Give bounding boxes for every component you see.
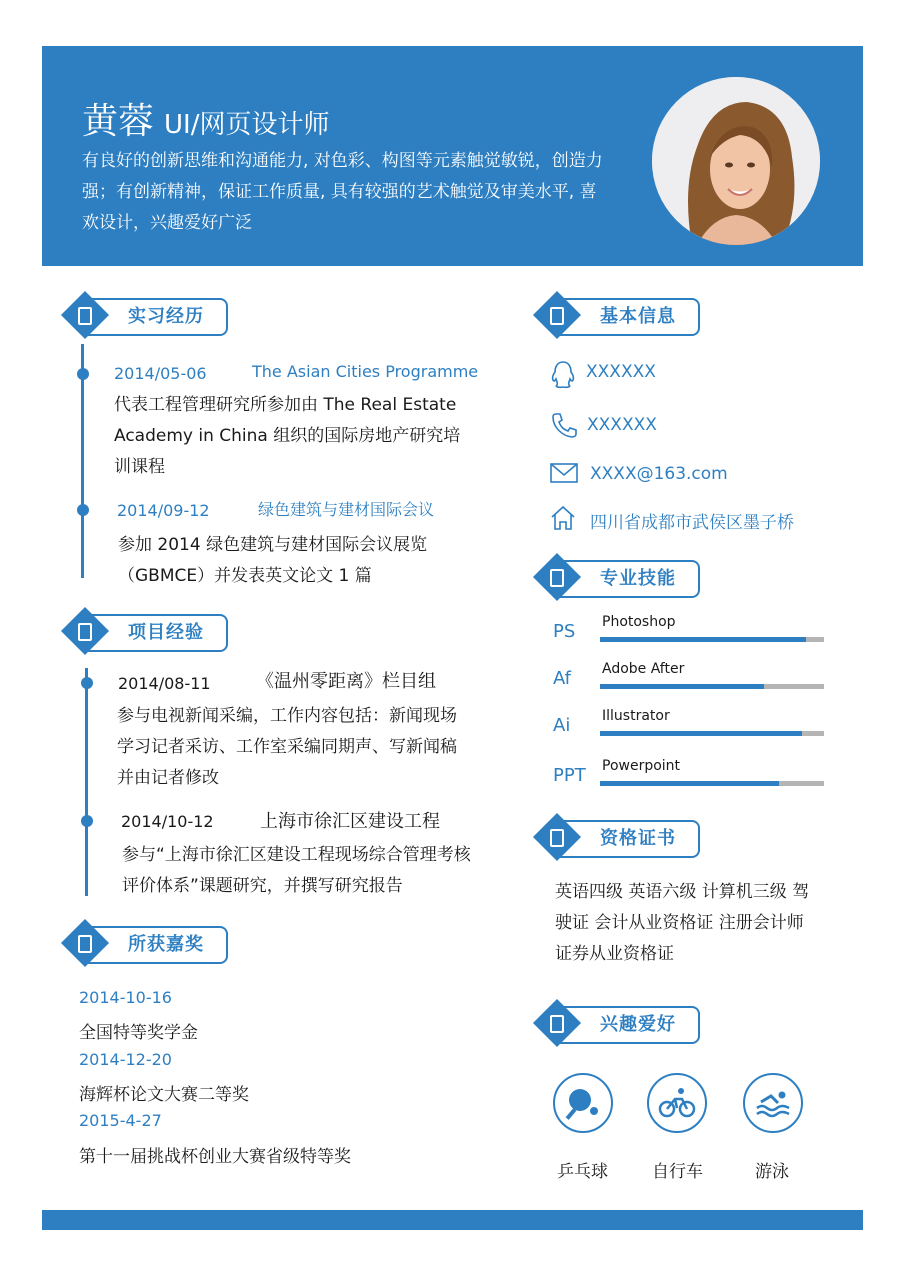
mail-icon — [549, 462, 579, 488]
footer-bar — [42, 1210, 863, 1230]
section-internship — [62, 296, 230, 336]
entry-desc: 参加 2014 绿色建筑与建材国际会议展览（GBMCE）并发表英文论文 1 篇 — [118, 535, 428, 586]
qq-icon — [549, 360, 577, 394]
section-title: 项目经验 — [128, 622, 204, 643]
entry-desc: 参与“上海市徐汇区建设工程现场综合管理考核评价体系”课题研究，并撰写研究报告 — [122, 845, 471, 896]
timeline-line — [85, 668, 88, 896]
entry-date: 2014/08-11 — [118, 674, 211, 693]
section-certificates — [534, 818, 702, 858]
section-title: 兴趣爱好 — [600, 1014, 676, 1035]
skill-abbr: PPT — [553, 765, 586, 786]
skill-bar-track — [600, 781, 824, 786]
home-icon — [549, 504, 577, 536]
timeline-dot — [77, 504, 89, 516]
hobby-label: 游泳 — [755, 1162, 789, 1182]
self-introduction: 有良好的创新思维和沟通能力, 对色彩、构图等元素触觉敏锐，创造力强；有创新精神，保证工作质量, 具有较强的艺术触觉及审美水平, 喜欢设计，兴趣爱好广泛 — [82, 151, 603, 233]
email-value: XXXX@163.com — [590, 464, 728, 484]
section-title: 实习经历 — [128, 306, 204, 327]
section-icon — [78, 935, 92, 953]
skill-bar-fill — [600, 684, 764, 689]
phone-value: XXXXXX — [587, 415, 657, 435]
skill-bar-track — [600, 731, 824, 736]
qq-value: XXXXXX — [586, 362, 656, 382]
hobby-label: 自行车 — [652, 1162, 703, 1182]
section-title: 专业技能 — [600, 568, 676, 589]
award-date: 2014-10-16 — [79, 988, 172, 1007]
section-icon — [78, 307, 92, 325]
section-awards — [62, 924, 230, 964]
section-skills — [534, 558, 702, 598]
skill-abbr: Ai — [553, 715, 571, 736]
section-hobbies — [534, 1004, 702, 1044]
skill-bar-fill — [600, 781, 779, 786]
profile-photo — [652, 77, 820, 245]
entry-date: 2014/09-12 — [117, 501, 210, 520]
entry-date: 2014/05-06 — [114, 364, 207, 383]
job-title: UI/网页设计师 — [164, 110, 330, 140]
skill-name: Photoshop — [602, 614, 676, 630]
entry-desc: 参与电视新闻采编，工作内容包括：新闻现场学习记者采访、工作室采编同期声、写新闻稿并由记者修改 — [117, 706, 457, 788]
section-title: 所获嘉奖 — [128, 934, 204, 955]
skill-bar-track — [600, 637, 824, 642]
phone-icon — [550, 411, 578, 443]
swimming-icon — [743, 1073, 803, 1133]
timeline-dot — [77, 368, 89, 380]
skill-bar-fill — [600, 637, 806, 642]
section-title: 基本信息 — [600, 306, 676, 327]
skill-name: Adobe After — [602, 661, 685, 677]
timeline-dot — [81, 815, 93, 827]
certificate-list: 英语四级 英语六级 计算机三级 驾驶证 会计从业资格证 注册会计师 证券从业资格证 — [555, 882, 810, 964]
entry-org: 《温州零距离》栏目组 — [256, 671, 436, 692]
award-date: 2015-4-27 — [79, 1111, 162, 1130]
entry-org: The Asian Cities Programme — [252, 362, 479, 381]
section-icon — [550, 829, 564, 847]
award-name: 第十一届挑战杯创业大赛省级特等奖 — [79, 1147, 351, 1167]
name-title — [82, 100, 329, 147]
hobby-label: 乒乓球 — [557, 1162, 608, 1182]
award-name: 全国特等奖学金 — [79, 1023, 198, 1043]
entry-org: 上海市徐汇区建设工程 — [260, 811, 440, 832]
section-icon — [550, 307, 564, 325]
section-title: 资格证书 — [600, 828, 676, 849]
address-value: 四川省成都市武侯区墨子桥 — [590, 513, 794, 533]
bicycle-icon — [647, 1073, 707, 1133]
section-icon — [550, 1015, 564, 1033]
section-basic-info — [534, 296, 702, 336]
skill-name: Illustrator — [602, 708, 670, 724]
section-icon — [78, 623, 92, 641]
section-projects — [62, 612, 230, 652]
entry-org: 绿色建筑与建材国际会议 — [258, 500, 435, 519]
name: 黄蓉 — [82, 101, 155, 142]
skill-bar-track — [600, 684, 824, 689]
award-date: 2014-12-20 — [79, 1050, 172, 1069]
timeline-dot — [81, 677, 93, 689]
ping-pong-icon — [553, 1073, 613, 1133]
award-name: 海辉杯论文大赛二等奖 — [79, 1085, 249, 1105]
skill-abbr: Af — [553, 668, 572, 689]
skill-bar-fill — [600, 731, 802, 736]
skill-name: Powerpoint — [602, 758, 681, 774]
section-icon — [550, 569, 564, 587]
skill-abbr: PS — [553, 621, 576, 642]
entry-date: 2014/10-12 — [121, 812, 214, 831]
entry-desc: 代表工程管理研究所参加由 The Real Estate Academy in China 组织的国际房地产研究培训课程 — [114, 395, 461, 477]
